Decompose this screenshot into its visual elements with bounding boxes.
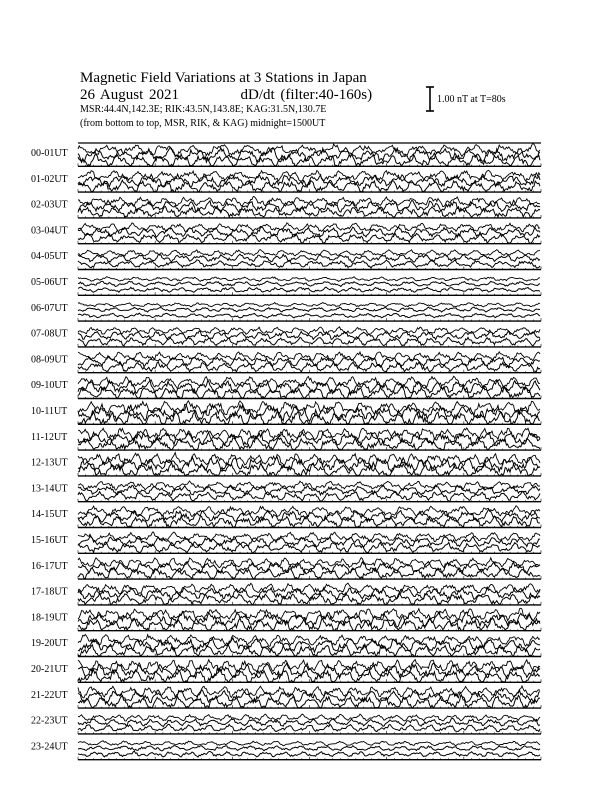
hour-label: 20-21UT <box>31 664 68 675</box>
hour-label: 12-13UT <box>31 457 68 469</box>
trace-rik <box>78 254 540 262</box>
trace-msr <box>78 751 540 757</box>
hour-panel <box>31 223 541 244</box>
hour-label: 08-09UT <box>31 354 68 366</box>
trace-rik <box>78 485 540 495</box>
hour-panel <box>31 660 541 683</box>
trace-msr <box>78 724 540 731</box>
trace-msr <box>78 516 540 527</box>
hour-label: 19-20UT <box>31 638 68 650</box>
trace-kag <box>78 376 540 389</box>
hour-label: 00-01UT <box>31 148 68 159</box>
hour-panel <box>31 401 541 424</box>
hour-label: 10-11UT <box>31 406 68 417</box>
trace-msr <box>78 233 540 243</box>
hour-label: 09-10UT <box>31 380 68 392</box>
hour-label: 21-22UT <box>31 689 68 701</box>
trace-kag <box>78 714 540 721</box>
trace-kag <box>78 170 540 181</box>
hour-panel <box>31 686 541 708</box>
hour-panel <box>31 741 541 760</box>
hour-label: 18-19UT <box>31 612 68 624</box>
hour-label: 04-05UT <box>31 251 68 263</box>
hour-panel <box>31 558 541 580</box>
stations-label: MSR:44.4N,142.3E; RIK:43.5N,143.8E; KAG:31.5N,130.7E <box>80 104 327 115</box>
hour-panel <box>31 144 541 167</box>
trace-msr <box>78 260 540 268</box>
hour-panel <box>31 197 541 218</box>
trace-kag <box>78 223 540 232</box>
trace-kag <box>78 608 540 620</box>
trace-rik <box>78 281 540 286</box>
hour-panel <box>31 506 541 528</box>
trace-msr <box>78 207 540 218</box>
trace-msr <box>78 337 540 346</box>
hour-panel <box>31 714 541 734</box>
trace-kag <box>78 303 540 308</box>
hour-panel <box>31 352 541 373</box>
hour-label: 22-23UT <box>31 715 68 727</box>
hour-label: 17-18UT <box>31 586 68 598</box>
hour-label: 07-08UT <box>31 328 68 340</box>
hour-panel <box>31 481 541 502</box>
station-order-note: (from bottom to top, MSR, RIK, & KAG) midnight=1500UT <box>80 118 326 129</box>
hour-label: 03-04UT <box>31 225 68 237</box>
hour-panel <box>31 608 541 630</box>
trace-kag <box>78 686 540 698</box>
hour-label: 15-16UT <box>31 535 68 546</box>
hour-label: 06-07UT <box>31 302 68 314</box>
trace-kag <box>78 144 540 157</box>
trace-rik <box>78 307 540 312</box>
hour-panel <box>31 303 541 322</box>
trace-msr <box>78 287 540 292</box>
trace-rik <box>78 746 540 751</box>
hour-label: 13-14UT <box>31 483 68 495</box>
hour-panel <box>31 250 541 270</box>
trace-rik <box>78 200 540 212</box>
hour-panel <box>31 532 541 553</box>
quantity-label: dD/dt (filter:40-160s) <box>240 87 373 103</box>
hour-label: 14-15UT <box>31 509 68 521</box>
trace-rik <box>78 587 540 599</box>
trace-rik <box>78 357 540 368</box>
hour-panel <box>31 277 541 296</box>
trace-kag <box>78 277 540 282</box>
trace-kag <box>78 741 540 746</box>
chart-title: Magnetic Field Variations at 3 Stations in Japan <box>80 70 367 86</box>
hour-label: 11-12UT <box>31 431 68 443</box>
hour-panel <box>31 453 541 476</box>
hour-panel <box>31 635 541 657</box>
trace-msr <box>78 313 540 318</box>
trace-kag <box>78 506 540 517</box>
hour-label: 23-24UT <box>31 741 68 753</box>
scale-label: 1.00 nT at T=80s <box>437 94 506 105</box>
hour-label: 05-06UT <box>31 277 68 288</box>
hour-panel <box>31 170 541 192</box>
hour-panel <box>31 428 541 450</box>
trace-kag <box>78 250 540 257</box>
hour-panel <box>31 583 541 605</box>
hour-label: 01-02UT <box>31 173 68 185</box>
hour-label: 16-17UT <box>31 560 68 572</box>
hour-label: 02-03UT <box>31 199 68 211</box>
hour-panel <box>31 376 541 398</box>
hour-panel <box>31 327 541 347</box>
trace-msr <box>78 568 540 579</box>
date-label: 26 August 2021 <box>80 87 180 103</box>
